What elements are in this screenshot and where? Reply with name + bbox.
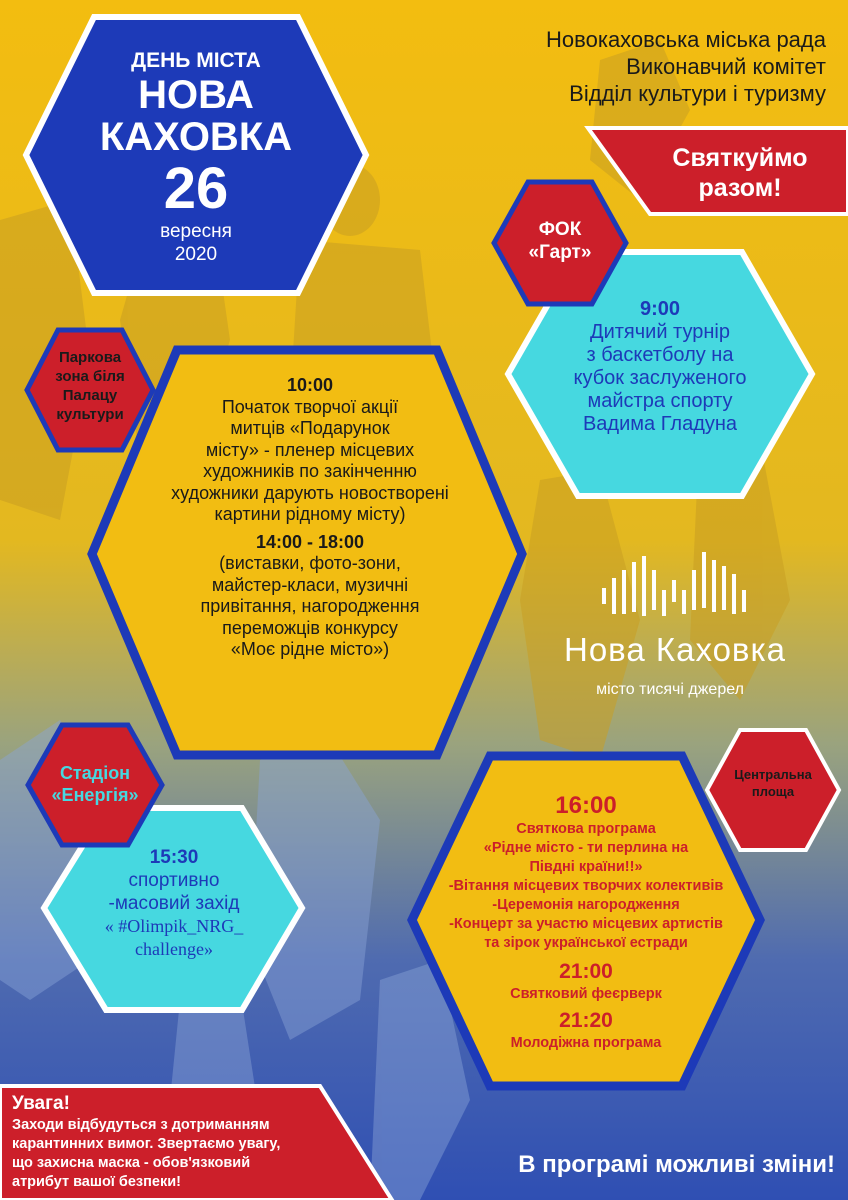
event-time: 14:00 - 18:00 xyxy=(255,531,365,552)
stadium-venue xyxy=(30,762,160,806)
city-name-line: КАХОВКА xyxy=(99,115,293,159)
event-line: Святкова програма xyxy=(516,821,656,837)
venue-line: Стадіон xyxy=(59,763,131,783)
venue-line: площа xyxy=(751,784,795,799)
event-line: Вадима Гладуна xyxy=(582,413,738,435)
slogan-line: Святкуймо xyxy=(672,144,808,172)
event-line: -Вітання місцевих творчих колективів xyxy=(448,878,724,894)
stadium-event xyxy=(60,846,288,961)
event-line: та зірок української естради xyxy=(484,935,688,951)
event-line: Дитячий турнір xyxy=(590,321,730,343)
event-line: -Церемонія нагородження xyxy=(492,897,680,913)
event-line: картини рідному місту) xyxy=(214,504,406,524)
venue-line: «Енергія» xyxy=(51,785,139,805)
event-line: -масовий захід xyxy=(108,893,240,914)
event-line: «Рідне місто - ти перлина на xyxy=(483,840,689,856)
event-line: художники дарують новостворені xyxy=(171,482,449,503)
event-time: 21:20 xyxy=(559,1009,613,1032)
event-time: 16:00 xyxy=(555,792,617,819)
header-line: Новокаховська міська рада xyxy=(546,27,826,52)
fok-venue xyxy=(500,218,620,264)
event-line: кубок заслуженого xyxy=(573,367,747,389)
header-organization xyxy=(466,26,826,107)
square-event xyxy=(410,792,762,1053)
event-line: Півдні країни!!» xyxy=(529,859,643,875)
event-line: місту» - пленер місцевих xyxy=(205,439,415,460)
event-line: з баскетболу на xyxy=(586,344,734,366)
venue-line: ФОК xyxy=(538,219,582,240)
month: вересня xyxy=(160,221,232,242)
logo-name: Нова Каховка xyxy=(564,631,786,668)
event-line: майстер-класи, музичні xyxy=(211,574,409,595)
venue-line: Центральна xyxy=(734,767,812,782)
warning-line: карантинних вимог. Звертаємо увагу, xyxy=(12,1136,281,1152)
header-line: Виконавчий комітет xyxy=(626,54,826,79)
event-hashtag: challenge» xyxy=(135,939,213,959)
city-day-block xyxy=(56,48,336,266)
event-line: Початок творчої акції xyxy=(221,396,399,417)
fok-event xyxy=(530,298,790,436)
venue-line: Паркова xyxy=(58,349,122,366)
event-line: спортивно xyxy=(128,870,220,891)
event-line: Молодіжна програма xyxy=(510,1035,662,1051)
event-time: 10:00 xyxy=(286,375,334,395)
event-line: -Концерт за участю місцевих артистів xyxy=(449,916,723,932)
venue-line: Палацу xyxy=(62,387,118,404)
logo-tagline: місто тисячі джерел xyxy=(596,681,744,698)
event-line: «Моє рідне місто») xyxy=(230,639,390,659)
venue-line: «Гарт» xyxy=(528,242,592,263)
slogan-line: разом! xyxy=(698,174,782,202)
warning-title: Увага! xyxy=(12,1093,70,1114)
header-line: Відділ культури і туризму xyxy=(569,81,826,106)
warning-line: що захисна маска - обов'язковий xyxy=(12,1155,251,1171)
event-line: майстра спорту xyxy=(587,390,733,412)
event-time: 15:30 xyxy=(149,847,199,868)
venue-line: культури xyxy=(56,406,124,423)
event-line: митців «Подарунок xyxy=(230,418,390,438)
event-time: 9:00 xyxy=(639,298,681,320)
slogan xyxy=(640,143,840,203)
city-name-line: НОВА xyxy=(138,73,254,117)
event-line: (виставки, фото-зони, xyxy=(219,553,401,573)
event-time: 21:00 xyxy=(559,960,613,983)
warning-line: Заходи відбудуться з дотриманням xyxy=(12,1117,270,1133)
park-event xyxy=(130,375,490,661)
year: 2020 xyxy=(174,244,218,265)
venue-line: зона біля xyxy=(55,368,125,385)
day-number: 26 xyxy=(163,156,229,221)
event-line: переможців конкурсу xyxy=(222,617,398,638)
event-line: художників по закінченню xyxy=(203,461,417,481)
event-hashtag: « #Olimpik_NRG_ xyxy=(104,916,244,936)
event-line: привітання, нагородження xyxy=(200,596,420,616)
program-changes-note: В програмі можливі зміни! xyxy=(518,1151,835,1178)
event-line: Святковий феєрверк xyxy=(510,986,662,1002)
warning-line: атрибут вашої безпеки! xyxy=(12,1174,181,1190)
warning-block xyxy=(12,1092,342,1192)
city-day-label: ДЕНЬ МІСТА xyxy=(131,49,261,72)
